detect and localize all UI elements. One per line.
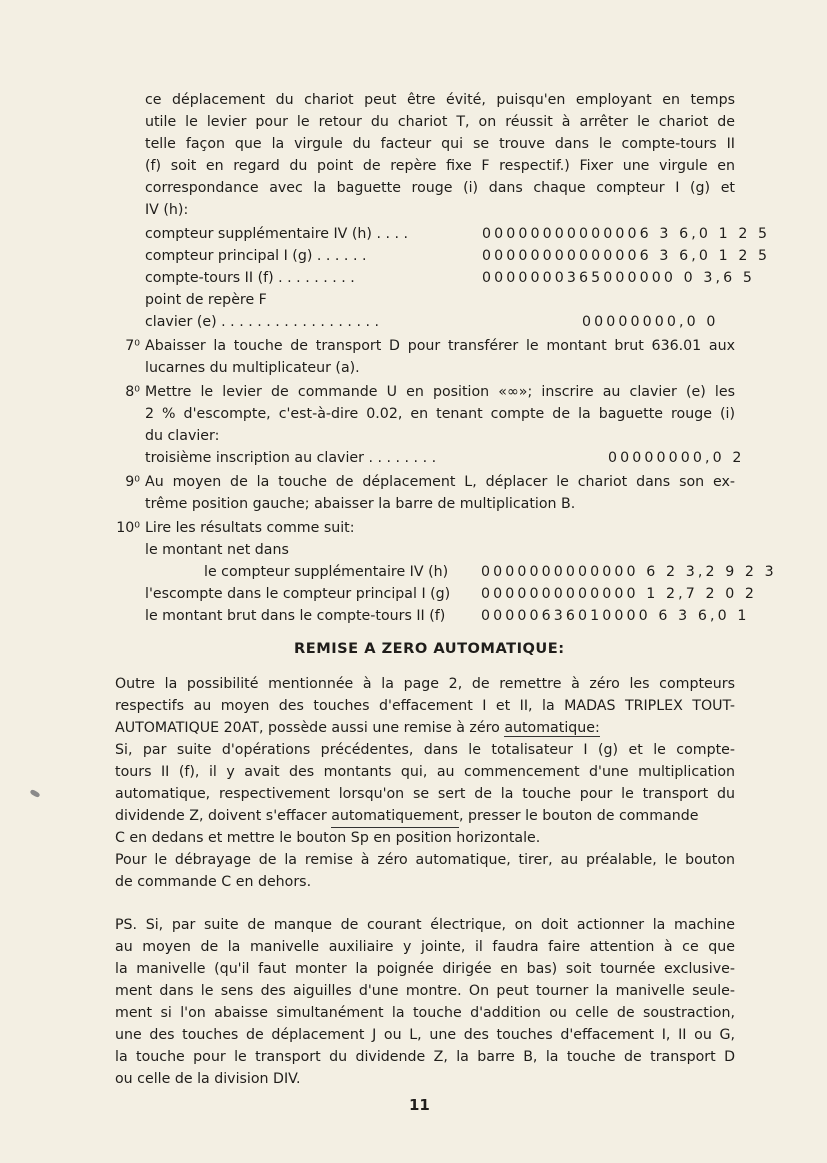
intro-line: ce déplacement du chariot peut être évité, puisqu'en employant en temps <box>145 92 735 108</box>
counter-label: point de repère F <box>145 292 267 308</box>
result-label: le compteur supplémentaire IV (h) <box>204 564 449 580</box>
counter-value: 00000000,0 2 <box>608 450 745 466</box>
step-line: le montant net dans <box>145 542 289 558</box>
step-line: Mettre le levier de commande U en position «∞»; inscrire au clavier (e) les <box>145 384 735 400</box>
step-number: 8⁰ <box>125 384 140 400</box>
underlined-text: automatiquement <box>331 806 459 828</box>
ps-line: une des touches de déplacement J ou L, une des touches d'effacement I, II ou G, <box>115 1027 735 1043</box>
intro-line: (f) soit en regard du point de repère fixe F respectif.) Fixer une virgule en <box>145 158 735 174</box>
section-line: de commande C en dehors. <box>115 874 312 890</box>
counter-label: clavier (e) . . . . . . . . . . . . . . . . . . <box>145 314 379 330</box>
section-line: respectifs au moyen des touches d'effacement I et II, la MADAS TRIPLEX TOUT- <box>115 698 735 714</box>
section-text: AUTOMATIQUE 20AT, possède aussi une remise à zéro <box>115 720 505 736</box>
step-line: trême position gauche; abaisser la barre de multiplication B. <box>145 496 576 512</box>
section-text: , presser le bouton de commande <box>458 808 699 824</box>
ps-line: ment si l'on abaisse simultanément la touche d'addition ou celle de soustraction, <box>115 1005 735 1021</box>
section-heading: REMISE A ZERO AUTOMATIQUE: <box>294 640 565 657</box>
page-number: 11 <box>409 1096 430 1114</box>
step-line: Lire les résultats comme suit: <box>145 520 355 536</box>
counter-value: 00000000000006 3 6,0 1 2 5 <box>482 248 771 264</box>
step-line: Au moyen de la touche de déplacement L, déplacer le chariot dans son ex- <box>145 474 735 490</box>
ps-line: la manivelle (qu'il faut monter la poignée dirigée en bas) soit tournée exclusive- <box>115 961 735 977</box>
scan-speck <box>29 789 40 798</box>
intro-line: correspondance avec la baguette rouge (i) dans chaque compteur I (g) et <box>145 180 735 196</box>
section-line: tours II (f), il y avait des montants qui, au commencement d'une multiplication <box>115 764 735 780</box>
ps-line: la touche pour le transport du dividende Z, la barre B, la touche de transport D <box>115 1049 735 1065</box>
ps-line: PS. Si, par suite de manque de courant électrique, on doit actionner la machine <box>115 917 735 933</box>
section-line: Pour le débrayage de la remise à zéro automatique, tirer, au préalable, le bouton <box>115 852 735 868</box>
counter-label: compte-tours II (f) . . . . . . . . . <box>145 270 355 286</box>
result-value: 00000636010000 6 3 6,0 1 <box>481 608 750 624</box>
step-number: 7⁰ <box>125 338 140 354</box>
section-line <box>115 806 735 828</box>
result-label: le montant brut dans le compte-tours II (f) <box>145 608 446 624</box>
section-line: Outre la possibilité mentionnée à la page 2, de remettre à zéro les compteurs <box>115 676 735 692</box>
section-line: automatique, respectivement lorsqu'on se sert de la touche pour le transport du <box>115 786 735 802</box>
step-line: du clavier: <box>145 428 220 444</box>
ps-line: ment dans le sens des aiguilles d'une montre. On peut tourner la manivelle seule- <box>115 983 735 999</box>
counter-label: compteur principal I (g) . . . . . . <box>145 248 367 264</box>
counter-value: 00000000,0 0 <box>582 314 719 330</box>
section-line: C en dedans et mettre le bouton Sp en position horizontale. <box>115 830 541 846</box>
section-line: Si, par suite d'opérations précédentes, dans le totalisateur I (g) et le compte- <box>115 742 735 758</box>
ps-line: au moyen de la manivelle auxiliaire y jointe, il faudra faire attention à ce que <box>115 939 735 955</box>
ps-line: ou celle de la division DIV. <box>115 1071 301 1087</box>
section-text: dividende Z, doivent s'effacer <box>115 808 332 824</box>
intro-line: telle façon que la virgule du facteur qui se trouve dans le compte-tours II <box>145 136 735 152</box>
counter-value: 0000000365000000 0 3,6 5 <box>482 270 755 286</box>
step-number: 9⁰ <box>125 474 140 490</box>
step-line: Abaisser la touche de transport D pour transférer le montant brut 636.01 aux <box>145 338 735 354</box>
step-line: 2 % d'escompte, c'est-à-dire 0.02, en tenant compte de la baguette rouge (i) <box>145 406 735 422</box>
intro-line: IV (h): <box>145 202 189 218</box>
counter-label: troisième inscription au clavier . . . . . . . . <box>145 450 437 466</box>
result-label: l'escompte dans le compteur principal I (g) <box>145 586 451 602</box>
intro-line: utile le levier pour le retour du chariot T, on réussit à arrêter le chariot de <box>145 114 735 130</box>
counter-value: 00000000000006 3 6,0 1 2 5 <box>482 226 771 242</box>
result-value: 0000000000000 1 2,7 2 0 2 <box>481 586 758 602</box>
section-line <box>115 718 600 739</box>
counter-label: compteur supplémentaire IV (h) . . . . <box>145 226 409 242</box>
result-value: 0000000000000 6 2 3,2 9 2 3 <box>481 564 777 580</box>
step-line: lucarnes du multiplicateur (a). <box>145 360 360 376</box>
step-number: 10⁰ <box>116 520 140 536</box>
underlined-text: automatique: <box>504 720 600 736</box>
